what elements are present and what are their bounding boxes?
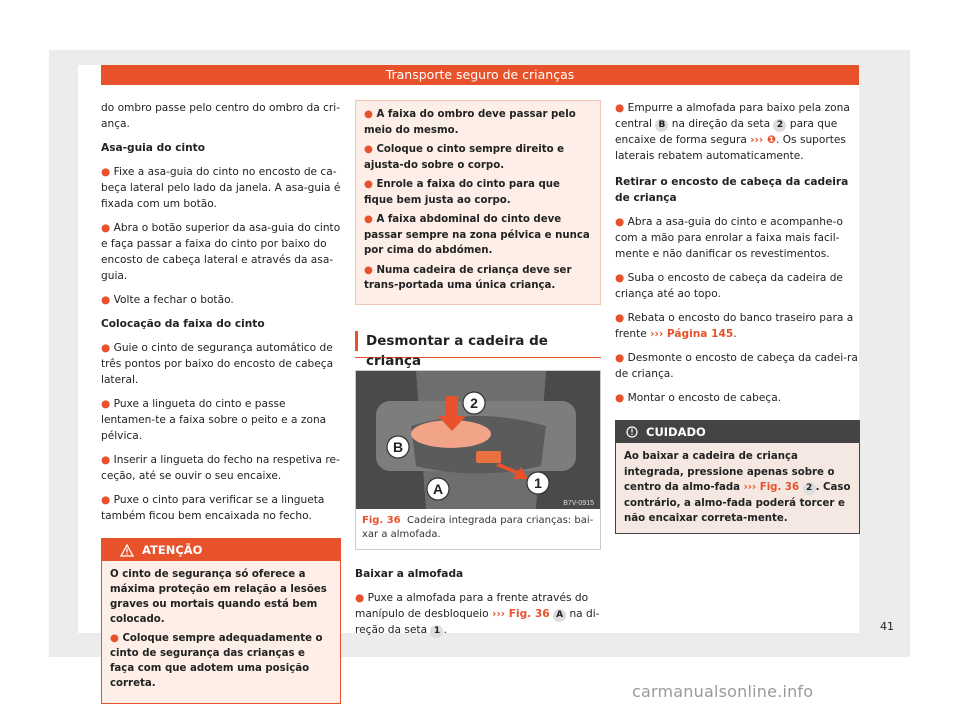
list-item: ● Inserir a lingueta do fecho na respetiva re-ceção, até se ouvir o seu encaixe. <box>101 454 340 482</box>
column-3 <box>615 100 860 534</box>
intro-text: do ombro passe pelo centro do ombro da cri-ança. <box>101 102 341 130</box>
callout-b <box>387 436 409 458</box>
page-number: 41 <box>880 620 894 633</box>
list-item: ● Fixe a asa-guia do cinto no encosto de ca-beça lateral pelo lado da janela. A asa-guia é fixada com um botão. <box>101 166 341 210</box>
bullet-icon: ● <box>101 454 114 466</box>
list-item: ● A faixa do ombro deve passar pelo meio do mesmo. <box>364 109 576 136</box>
warning-bullet: ● Coloque sempre adequadamente o cinto de segurança das crianças e faça com que adotem uma posição correta. <box>110 633 323 689</box>
callout-a <box>427 478 449 500</box>
figure-caption: Fig. 36 Cadeira integrada para crianças: bai-xar a almofada. <box>362 514 594 540</box>
bullet-icon: ● <box>615 216 628 228</box>
bullet-icon: ● <box>101 294 114 306</box>
figure-code: B7V-0915 <box>563 499 594 507</box>
callout-ref-1: 1 <box>430 625 443 638</box>
list-item: ● Puxe a almofada para a frente através do manípulo de desbloqueio ››› Fig. 36 A na di-reção da seta 1 . <box>355 591 600 636</box>
list-item: ● Volte a fechar o botão. <box>101 294 234 306</box>
bullet-icon: ● <box>101 398 114 410</box>
bullet-icon: ● <box>110 633 123 644</box>
caution-body: Ao baixar a cadeira de criança integrada, pressione apenas sobre o centro da almo-fada ››› Fig. 36 2 . Caso contrário, a almo-fada poderá torcer e não encaixar correta-mente. <box>616 443 859 533</box>
warning-body <box>102 561 340 703</box>
page-header: Transporte seguro de crianças <box>101 65 859 85</box>
heading-asa-guia: Asa-guia do cinto <box>101 142 205 154</box>
heading-colocacao: Colocação da faixa do cinto <box>101 318 265 330</box>
bullet-icon: ● <box>615 312 628 324</box>
svg-text:A: A <box>432 480 444 497</box>
bullet-icon: ● <box>101 342 114 354</box>
list-item: ● A faixa abdominal do cinto deve passar sempre na zona pélvica e nunca por cima do abdómen. <box>364 214 590 256</box>
warning-icon: ❶ <box>767 134 776 146</box>
bullet-icon: ● <box>355 591 368 604</box>
caution-box <box>615 420 860 534</box>
list-item: ● Abra a asa-guia do cinto e acompanhe-o com a mão para enrolar a faixa mais facil-mente e não danificar os revestimentos. <box>615 216 843 260</box>
bullet-icon: ● <box>615 352 628 364</box>
heading-retirar: Retirar o encosto de cabeça da cadeira de criança <box>615 176 849 204</box>
list-item: ● Rebata o encosto do banco traseiro para a frente ››› Página 145. <box>615 312 854 340</box>
column-1 <box>101 100 341 704</box>
figure-link[interactable]: ››› Fig. 36 <box>743 482 800 493</box>
callout-ref-b: B <box>655 119 668 132</box>
page-link[interactable]: ››› Página 145 <box>650 328 734 340</box>
armrest-illustration <box>356 371 600 509</box>
bullet-icon: ● <box>364 144 377 155</box>
list-item: ● Suba o encosto de cabeça da cadeira de criança até ao topo. <box>615 272 843 300</box>
watermark-text: carmanualsonline.info <box>632 682 814 701</box>
list-item: ● Montar o encosto de cabeça. <box>615 392 782 404</box>
list-item: ● Coloque o cinto sempre direito e ajusta-do sobre o corpo. <box>364 144 565 171</box>
info-icon <box>626 426 638 438</box>
bullet-icon: ● <box>364 109 377 120</box>
section-title: Desmontar a cadeira de criança <box>355 331 601 351</box>
bullet-icon: ● <box>101 222 114 234</box>
warning-box <box>101 538 341 704</box>
callout-2 <box>463 392 485 414</box>
svg-text:B: B <box>392 438 404 455</box>
column-2 <box>355 100 601 646</box>
warning-link[interactable]: ››› ❶ <box>750 134 776 146</box>
list-item: ● Empurre a almofada para baixo pela zona central B na direção da seta 2 para que encaixe de forma segura ››› ❶. Os suportes laterais rebatem automaticamente. <box>615 102 850 162</box>
bullet-icon: ● <box>101 494 114 506</box>
svg-text:1: 1 <box>534 474 542 491</box>
warning-continuation-box <box>355 100 601 305</box>
callout-1 <box>527 472 549 494</box>
callout-ref-2: 2 <box>803 482 816 495</box>
warning-title: ATENÇÃO <box>102 539 340 561</box>
list-item: ● Puxe o cinto para verificar se a lingueta também ficou bem encaixada no fecho. <box>101 494 325 522</box>
bullet-icon: ● <box>615 272 628 284</box>
callout-ref-a: A <box>553 609 566 622</box>
svg-text:2: 2 <box>470 394 478 411</box>
bullet-icon: ● <box>364 214 377 225</box>
list-item: ● Desmonte o encosto de cabeça da cadei-ra de criança. <box>615 352 858 380</box>
list-item: ● Guie o cinto de segurança automático de três pontos por baixo do encosto de cabeça lateral. <box>101 342 334 386</box>
figure-link[interactable]: ››› Fig. 36 <box>491 607 550 620</box>
bullet-icon: ● <box>364 264 377 276</box>
bullet-icon: ● <box>615 392 628 404</box>
bullet-icon: ● <box>101 166 114 178</box>
warning-icon <box>120 544 134 557</box>
callout-ref-2: 2 <box>773 119 786 132</box>
figure-image <box>356 371 600 509</box>
list-item: ● Abra o botão superior da asa-guia do cinto e faça passar a faixa do cinto por baixo do encosto de cabeça lateral e através da asa-guia. <box>101 222 341 282</box>
warning-text: O cinto de segurança só oferece a máxima proteção em relação a lesões graves ou mortais quando está bem colocado. <box>110 569 327 625</box>
figure-36 <box>355 370 601 550</box>
list-item: ● Puxe a lingueta do cinto e passe lentamen-te a faixa sobre o peito e a zona pélvica. <box>101 398 327 442</box>
list-item: ● Enrole a faixa do cinto para que fique bem justa ao corpo. <box>364 179 560 206</box>
heading-baixar: Baixar a almofada <box>355 567 464 580</box>
bullet-icon: ● <box>615 102 628 114</box>
list-item: ● Numa cadeira de criança deve ser trans-portada uma única criança. <box>364 264 572 291</box>
caution-title: CUIDADO <box>616 421 859 443</box>
bullet-icon: ● <box>364 179 377 190</box>
